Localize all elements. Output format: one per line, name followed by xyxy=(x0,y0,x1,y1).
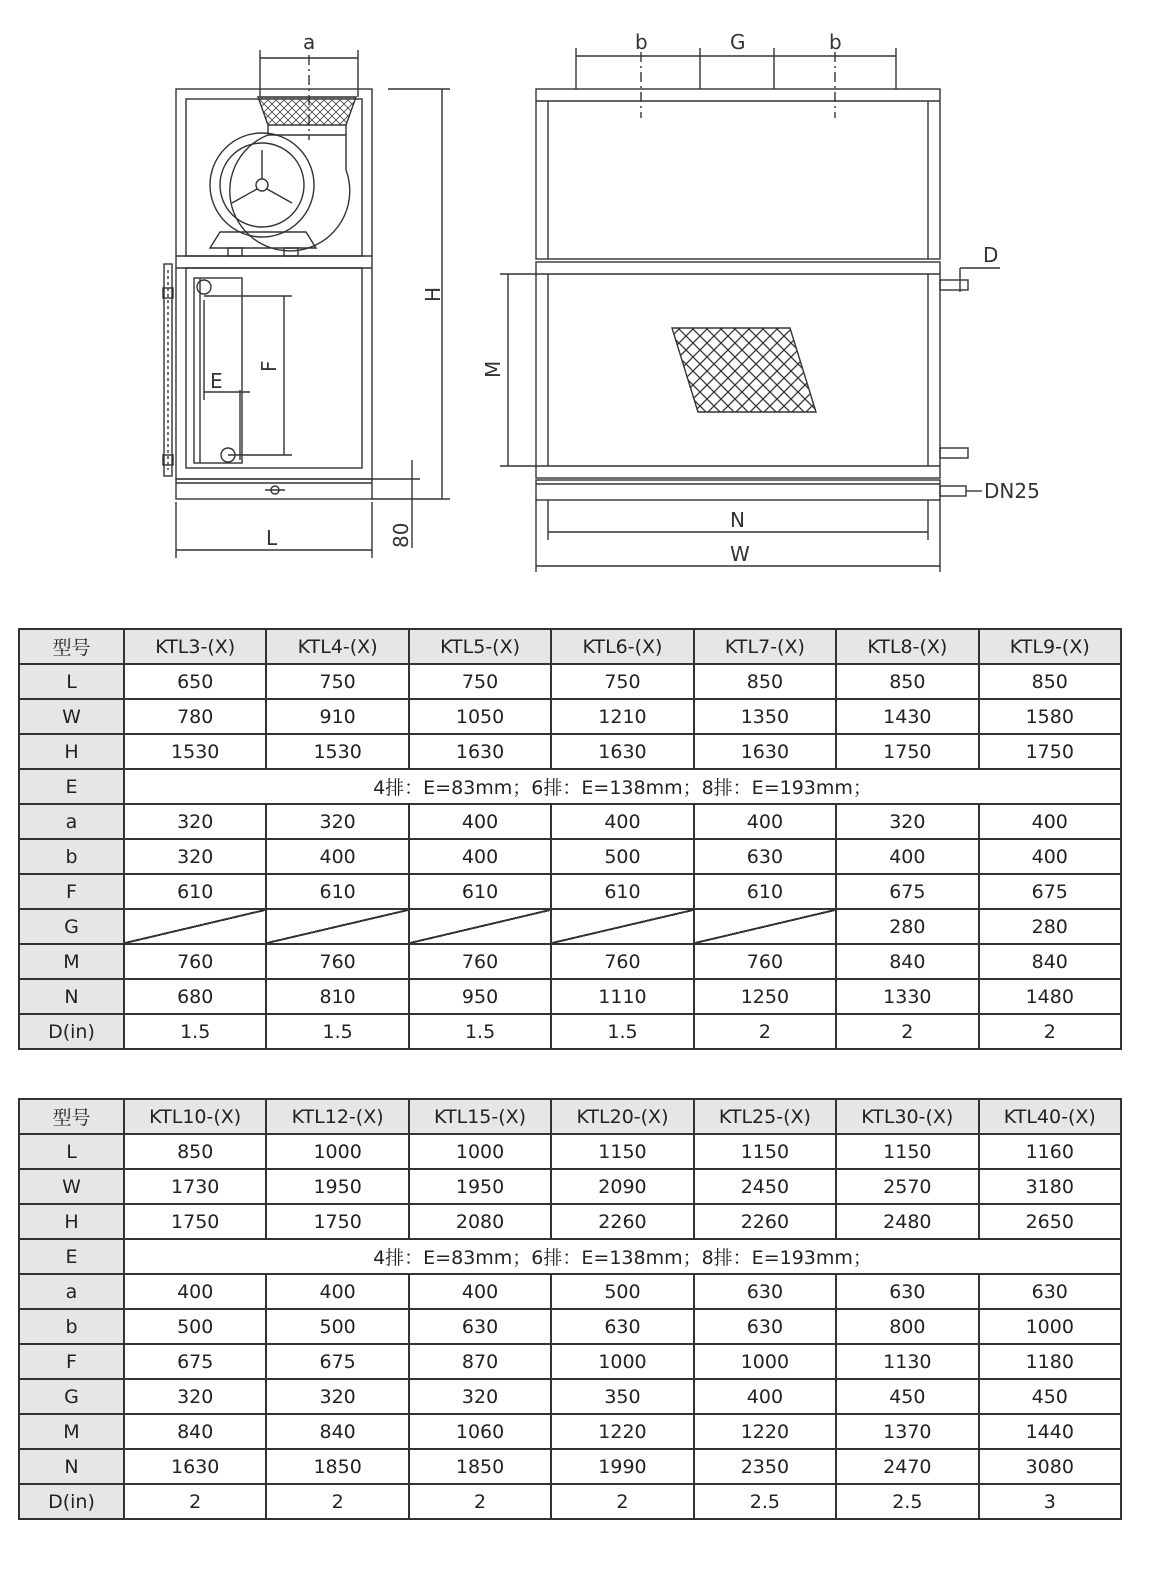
table-cell: 400 xyxy=(979,839,1121,874)
table-row xyxy=(19,734,1121,769)
row-label: L xyxy=(19,664,124,699)
dim-label-d: D xyxy=(983,243,999,267)
table-row xyxy=(19,1484,1121,1519)
table-cell: 400 xyxy=(409,804,551,839)
row-label: H xyxy=(19,1204,124,1239)
table-cell: 400 xyxy=(124,1274,266,1309)
side-view xyxy=(163,50,450,558)
table-cell: 1160 xyxy=(979,1134,1121,1169)
table-cell: 630 xyxy=(694,839,836,874)
front-view xyxy=(500,48,1000,572)
table-cell: 610 xyxy=(551,874,693,909)
table-cell: 500 xyxy=(551,839,693,874)
table-row xyxy=(19,1239,1121,1274)
header-row xyxy=(19,629,1121,664)
dim-label-base-height: 80 xyxy=(389,522,413,548)
table-cell: 2480 xyxy=(836,1204,978,1239)
dim-label-b-left: b xyxy=(635,30,648,54)
table-cell: 1150 xyxy=(694,1134,836,1169)
table-cell: 1250 xyxy=(694,979,836,1014)
table-cell: 3180 xyxy=(979,1169,1121,1204)
table-cell: 320 xyxy=(409,1379,551,1414)
table-cell: 780 xyxy=(124,699,266,734)
table-cell: 2 xyxy=(694,1014,836,1049)
table-cell: 1110 xyxy=(551,979,693,1014)
pipe-return-icon xyxy=(940,448,968,458)
table-cell: 870 xyxy=(409,1344,551,1379)
table-cell: 1950 xyxy=(266,1169,408,1204)
table-cell: 320 xyxy=(124,804,266,839)
row-label: D(in) xyxy=(19,1014,124,1049)
row-label: L xyxy=(19,1134,124,1169)
row-label: W xyxy=(19,699,124,734)
table-cell: 1150 xyxy=(551,1134,693,1169)
row-label: G xyxy=(19,1379,124,1414)
header-cell: 型号 xyxy=(19,1099,124,1134)
table-cell: 2260 xyxy=(694,1204,836,1239)
table-cell: 1630 xyxy=(409,734,551,769)
table-cell: 1150 xyxy=(836,1134,978,1169)
table-row xyxy=(19,1344,1121,1379)
dim-label-e: E xyxy=(210,369,223,393)
table-row xyxy=(19,1309,1121,1344)
table-cell: 1990 xyxy=(551,1449,693,1484)
table-cell: 1000 xyxy=(409,1134,551,1169)
table-cell: 610 xyxy=(266,874,408,909)
table-cell: 630 xyxy=(979,1274,1121,1309)
table-row xyxy=(19,664,1121,699)
table-cell: 1630 xyxy=(694,734,836,769)
table-cell: 280 xyxy=(979,909,1121,944)
row-label: b xyxy=(19,839,124,874)
table-cell: 2260 xyxy=(551,1204,693,1239)
header-cell: KTL9-(X) xyxy=(979,629,1121,664)
table-cell: 750 xyxy=(266,664,408,699)
table-cell: 3 xyxy=(979,1484,1121,1519)
table-cell: 650 xyxy=(124,664,266,699)
table-cell: 610 xyxy=(124,874,266,909)
table-cell: 2 xyxy=(551,1484,693,1519)
merged-cell: 4排：E=83mm；6排：E=138mm；8排：E=193mm； xyxy=(124,1239,1121,1274)
table-cell: 1750 xyxy=(266,1204,408,1239)
table-cell: 840 xyxy=(836,944,978,979)
table-cell: 500 xyxy=(124,1309,266,1344)
table-cell: 750 xyxy=(409,664,551,699)
pipe-d-icon xyxy=(940,280,968,290)
table-cell: 1.5 xyxy=(551,1014,693,1049)
dim-label-m: M xyxy=(481,360,505,378)
header-cell: KTL15-(X) xyxy=(409,1099,551,1134)
table-cell: 400 xyxy=(409,839,551,874)
dim-label-l: L xyxy=(266,526,278,550)
table-cell: 320 xyxy=(124,1379,266,1414)
table-cell: 760 xyxy=(551,944,693,979)
table-cell: 1750 xyxy=(836,734,978,769)
table-row xyxy=(19,839,1121,874)
table-cell: 320 xyxy=(266,804,408,839)
table-cell: 850 xyxy=(124,1134,266,1169)
dim-label-f: F xyxy=(257,360,281,372)
row-label: M xyxy=(19,944,124,979)
table-cell: 910 xyxy=(266,699,408,734)
header-cell: 型号 xyxy=(19,629,124,664)
not-applicable-cell xyxy=(124,909,266,944)
table-cell: 450 xyxy=(979,1379,1121,1414)
table-cell: 630 xyxy=(551,1309,693,1344)
table-cell: 800 xyxy=(836,1309,978,1344)
table-cell: 675 xyxy=(124,1344,266,1379)
table-cell: 840 xyxy=(979,944,1121,979)
table-row xyxy=(19,1414,1121,1449)
table-cell: 400 xyxy=(979,804,1121,839)
table-cell: 400 xyxy=(551,804,693,839)
table-cell: 2570 xyxy=(836,1169,978,1204)
table-cell: 400 xyxy=(409,1274,551,1309)
table-cell: 680 xyxy=(124,979,266,1014)
table-cell: 1000 xyxy=(694,1344,836,1379)
not-applicable-cell xyxy=(266,909,408,944)
not-applicable-cell xyxy=(551,909,693,944)
table-cell: 850 xyxy=(694,664,836,699)
table-row xyxy=(19,699,1121,734)
table-cell: 1220 xyxy=(694,1414,836,1449)
side-view-outlet-grille xyxy=(258,97,356,125)
row-label: M xyxy=(19,1414,124,1449)
table-row xyxy=(19,1379,1121,1414)
table-cell: 850 xyxy=(836,664,978,699)
table-row xyxy=(19,909,1121,944)
spec-table-2 xyxy=(18,1098,1122,1520)
table-cell: 1630 xyxy=(124,1449,266,1484)
table-cell: 500 xyxy=(551,1274,693,1309)
header-cell: KTL3-(X) xyxy=(124,629,266,664)
table-cell: 1850 xyxy=(409,1449,551,1484)
table-cell: 320 xyxy=(266,1379,408,1414)
table-row xyxy=(19,1134,1121,1169)
table-cell: 1950 xyxy=(409,1169,551,1204)
dimension-drawing xyxy=(0,0,1150,600)
side-view-base xyxy=(176,479,372,499)
table-cell: 630 xyxy=(409,1309,551,1344)
not-applicable-cell xyxy=(409,909,551,944)
dim-label-h: H xyxy=(421,286,445,302)
table-cell: 2650 xyxy=(979,1204,1121,1239)
not-applicable-cell xyxy=(694,909,836,944)
table-cell: 1530 xyxy=(124,734,266,769)
table-cell: 850 xyxy=(979,664,1121,699)
table-cell: 400 xyxy=(266,839,408,874)
table-cell: 610 xyxy=(409,874,551,909)
table-cell: 810 xyxy=(266,979,408,1014)
table-cell: 750 xyxy=(551,664,693,699)
table-row xyxy=(19,944,1121,979)
table-cell: 2350 xyxy=(694,1449,836,1484)
table-cell: 1580 xyxy=(979,699,1121,734)
table-cell: 2 xyxy=(124,1484,266,1519)
dim-label-n: N xyxy=(730,508,745,532)
header-row xyxy=(19,1099,1121,1134)
table-row xyxy=(19,1204,1121,1239)
row-label: E xyxy=(19,1239,124,1274)
table-cell: 840 xyxy=(266,1414,408,1449)
row-label: b xyxy=(19,1309,124,1344)
table-cell: 1430 xyxy=(836,699,978,734)
table-cell: 1000 xyxy=(266,1134,408,1169)
header-cell: KTL10-(X) xyxy=(124,1099,266,1134)
table-cell: 2 xyxy=(409,1484,551,1519)
header-cell: KTL25-(X) xyxy=(694,1099,836,1134)
row-label: F xyxy=(19,1344,124,1379)
front-view-upper-box xyxy=(536,89,940,259)
side-view-outer-frame xyxy=(176,89,372,479)
table-cell: 1530 xyxy=(266,734,408,769)
row-label: N xyxy=(19,979,124,1014)
table-cell: 630 xyxy=(694,1274,836,1309)
dim-label-drain: DN25 xyxy=(984,479,1040,503)
table-cell: 760 xyxy=(266,944,408,979)
table-cell: 1180 xyxy=(979,1344,1121,1379)
table-cell: 760 xyxy=(124,944,266,979)
table-cell: 3080 xyxy=(979,1449,1121,1484)
table-cell: 1630 xyxy=(551,734,693,769)
header-cell: KTL5-(X) xyxy=(409,629,551,664)
table-cell: 450 xyxy=(836,1379,978,1414)
table-row xyxy=(19,1274,1121,1309)
pipe-drain-icon xyxy=(940,486,966,496)
row-label: G xyxy=(19,909,124,944)
table-cell: 1750 xyxy=(979,734,1121,769)
table-cell: 2 xyxy=(979,1014,1121,1049)
header-cell: KTL7-(X) xyxy=(694,629,836,664)
row-label: E xyxy=(19,769,124,804)
table-cell: 1060 xyxy=(409,1414,551,1449)
table-cell: 610 xyxy=(694,874,836,909)
table-cell: 1480 xyxy=(979,979,1121,1014)
table-cell: 1220 xyxy=(551,1414,693,1449)
table-cell: 1210 xyxy=(551,699,693,734)
table-cell: 2 xyxy=(266,1484,408,1519)
table-cell: 500 xyxy=(266,1309,408,1344)
table-cell: 675 xyxy=(836,874,978,909)
table-cell: 2090 xyxy=(551,1169,693,1204)
table-cell: 320 xyxy=(836,804,978,839)
table-cell: 950 xyxy=(409,979,551,1014)
header-cell: KTL6-(X) xyxy=(551,629,693,664)
fan-icon xyxy=(210,133,350,256)
table-row xyxy=(19,1014,1121,1049)
table-cell: 400 xyxy=(836,839,978,874)
row-label: W xyxy=(19,1169,124,1204)
table-cell: 1.5 xyxy=(266,1014,408,1049)
row-label: H xyxy=(19,734,124,769)
table-cell: 1750 xyxy=(124,1204,266,1239)
header-cell: KTL30-(X) xyxy=(836,1099,978,1134)
table-cell: 1000 xyxy=(551,1344,693,1379)
table-cell: 675 xyxy=(979,874,1121,909)
header-cell: KTL4-(X) xyxy=(266,629,408,664)
table-cell: 2.5 xyxy=(694,1484,836,1519)
row-label: D(in) xyxy=(19,1484,124,1519)
dim-label-w: W xyxy=(730,542,750,566)
table-cell: 1.5 xyxy=(409,1014,551,1049)
dim-label-g: G xyxy=(730,30,746,54)
table-row xyxy=(19,874,1121,909)
table-row xyxy=(19,804,1121,839)
table-row xyxy=(19,1169,1121,1204)
header-cell: KTL12-(X) xyxy=(266,1099,408,1134)
dim-label-b-right: b xyxy=(829,30,842,54)
dim-label-a: a xyxy=(303,30,316,54)
table-cell: 320 xyxy=(124,839,266,874)
table-cell: 2470 xyxy=(836,1449,978,1484)
table-body xyxy=(19,1134,1121,1519)
table-cell: 2 xyxy=(836,1014,978,1049)
header-cell: KTL8-(X) xyxy=(836,629,978,664)
header-cell: KTL20-(X) xyxy=(551,1099,693,1134)
table-cell: 760 xyxy=(694,944,836,979)
row-label: N xyxy=(19,1449,124,1484)
row-label: a xyxy=(19,804,124,839)
table-cell: 1370 xyxy=(836,1414,978,1449)
table-cell: 760 xyxy=(409,944,551,979)
table-cell: 1.5 xyxy=(124,1014,266,1049)
table-cell: 2.5 xyxy=(836,1484,978,1519)
table-cell: 400 xyxy=(694,1379,836,1414)
table-cell: 280 xyxy=(836,909,978,944)
table-cell: 1850 xyxy=(266,1449,408,1484)
merged-cell: 4排：E=83mm；6排：E=138mm；8排：E=193mm； xyxy=(124,769,1121,804)
table-row xyxy=(19,979,1121,1014)
table-cell: 1730 xyxy=(124,1169,266,1204)
header-cell: KTL40-(X) xyxy=(979,1099,1121,1134)
table-cell: 2450 xyxy=(694,1169,836,1204)
table-row xyxy=(19,769,1121,804)
table-cell: 1440 xyxy=(979,1414,1121,1449)
table-body xyxy=(19,664,1121,1049)
table-cell: 630 xyxy=(836,1274,978,1309)
table-cell: 1130 xyxy=(836,1344,978,1379)
table-cell: 2080 xyxy=(409,1204,551,1239)
table-cell: 1050 xyxy=(409,699,551,734)
spec-table-1 xyxy=(18,628,1122,1050)
table-cell: 1000 xyxy=(979,1309,1121,1344)
table-row xyxy=(19,1449,1121,1484)
front-view-base xyxy=(536,480,940,500)
table-cell: 675 xyxy=(266,1344,408,1379)
table-cell: 840 xyxy=(124,1414,266,1449)
row-label: F xyxy=(19,874,124,909)
table-cell: 1350 xyxy=(694,699,836,734)
coil-mesh xyxy=(672,328,816,412)
table-cell: 400 xyxy=(694,804,836,839)
table-cell: 1330 xyxy=(836,979,978,1014)
table-cell: 350 xyxy=(551,1379,693,1414)
row-label: a xyxy=(19,1274,124,1309)
table-cell: 400 xyxy=(266,1274,408,1309)
table-cell: 630 xyxy=(694,1309,836,1344)
